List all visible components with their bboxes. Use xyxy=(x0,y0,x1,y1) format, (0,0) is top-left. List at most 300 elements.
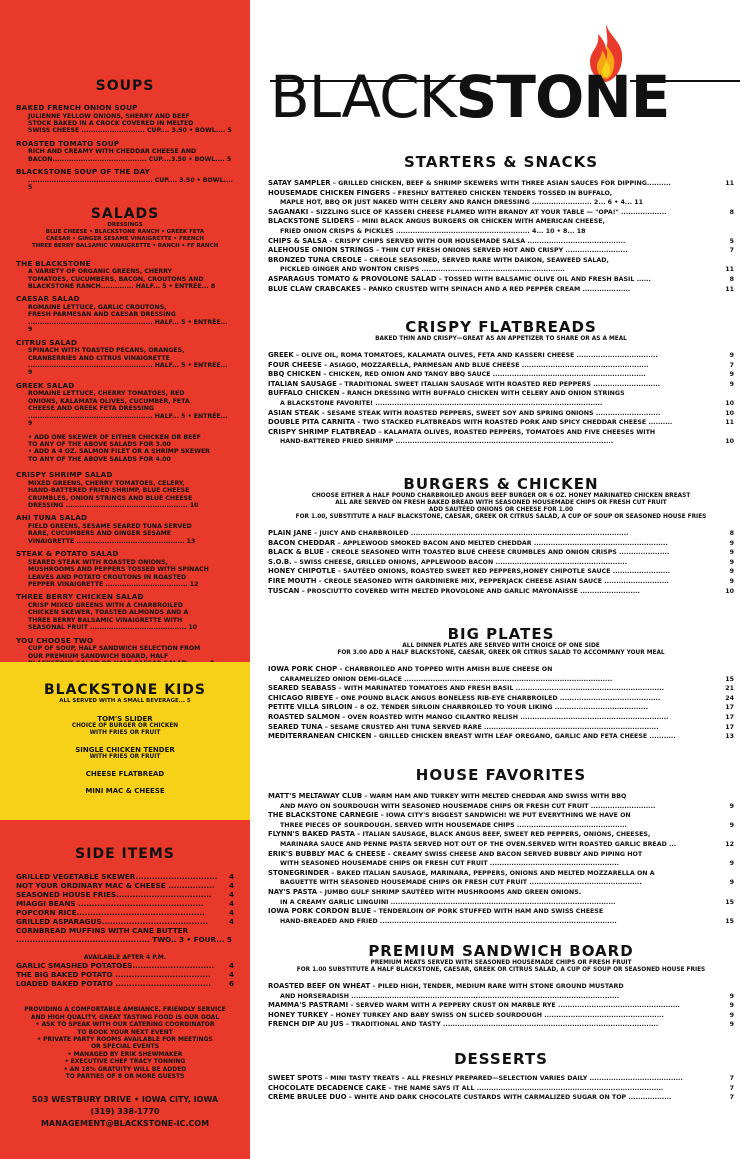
info-line: AND HIGH QUALITY, GREAT TASTING FOOD IS OUR GOAL xyxy=(30,1013,220,1021)
menu-item xyxy=(268,179,734,189)
item-name: TUSCAN xyxy=(268,586,300,595)
item-price: 9 xyxy=(729,539,734,547)
menu-item xyxy=(268,198,734,208)
menu-item xyxy=(268,285,734,295)
item-name: FLYNN'S BAKED PASTA xyxy=(268,830,355,839)
item-desc: HAND-BREADED AND FRIED ................................................................................................... xyxy=(280,917,617,925)
menu-item xyxy=(16,339,234,377)
kids-item-name: MINI MAC & CHEESE xyxy=(85,787,165,795)
item-price: 9 xyxy=(729,1002,734,1010)
item-name: IOWA PORK CORDON BLUE xyxy=(268,907,372,916)
menu-item xyxy=(268,878,734,888)
item-name: PETITE VILLA SIRLOIN xyxy=(268,703,353,712)
menu-item xyxy=(268,907,734,917)
item-name: STEAK & POTATO SALAD xyxy=(16,549,119,559)
item-price: 9 xyxy=(729,558,734,566)
item-desc: – MINI BLACK ANGUS BURGERS OR CHICKEN WITH AMERICAN CHEESE, xyxy=(354,218,605,226)
item-name: MAMMA'S PASTRAMI xyxy=(268,1001,349,1010)
item-desc: THREE BERRY BALSAMIC VINAIGRETTE WITH xyxy=(28,616,183,624)
side-name: MIAGGI BEANS .............................................. xyxy=(16,899,204,908)
menu-item xyxy=(268,830,734,840)
menu-item xyxy=(16,168,234,191)
side-name: GRILLED ASPARAGUS....................................... xyxy=(16,917,209,926)
menu-item xyxy=(268,265,734,275)
item-desc: ONIONS, KALAMATA OLIVES, CUCUMBER, FETA xyxy=(28,397,190,405)
item-desc: CRUMBLES, ONION STRINGS AND BLUE CHEESE xyxy=(28,494,193,502)
subtitle-line: ADD SAUTÉED ONIONS OR CHEESE FOR 1.00 xyxy=(428,507,574,513)
item-name: MATT'S MELTAWAY CLUB xyxy=(268,792,363,800)
item-price: 9 xyxy=(729,568,734,576)
item-desc: – GRILLED CHICKEN BREAST WITH LEAF OREGANO, GARLIC AND FETA CHEESE ........... xyxy=(371,733,676,741)
menu-item xyxy=(268,577,734,587)
kids-item xyxy=(16,770,234,778)
item-desc: – CREAMY SWISS CHEESE AND BACON SERVED BUBBLY AND PIPING HOT xyxy=(385,850,643,858)
item-desc: – IOWA CITY'S BIGGEST SANDWICH! WE PUT EVERYTHING WE HAVE ON xyxy=(378,812,631,820)
item-name: SEARED SEABASS xyxy=(268,684,337,693)
menu-item xyxy=(268,992,734,1002)
menu-item xyxy=(268,898,734,908)
item-name: CHIPS & SALSA xyxy=(268,236,328,245)
item-name: BLUE CLAW CRABCAKES xyxy=(268,284,361,293)
item-desc: – TRADITIONAL AND TASTY .......................................................................................... xyxy=(343,1021,659,1029)
desserts-list xyxy=(268,1074,734,1103)
item-name: HOUSEMADE CHICKEN FINGERS xyxy=(268,188,391,197)
item-desc: – THIN CUT FRESH ONIONS SERVED HOT AND CRISPY .......................... xyxy=(373,247,628,255)
item-desc: – TRADITIONAL SWEET ITALIAN SAUSAGE WITH ROASTED RED PEPPERS ............................ xyxy=(336,380,661,388)
menu-item xyxy=(268,859,734,869)
dressings-list xyxy=(16,229,234,250)
item-name: GREEK xyxy=(268,351,294,359)
side-price: 4 xyxy=(228,908,234,917)
add-on-line: TO ANY OF THE ABOVE SALADS FOR 4.00 xyxy=(28,455,171,463)
info-line: OR SPECIAL EVENTS xyxy=(90,1043,160,1051)
info-line: TO BOOK YOUR NEXT EVENT xyxy=(77,1028,173,1036)
item-desc: SPINACH WITH TOASTED PECANS, ORANGES, xyxy=(28,347,185,355)
menu-item xyxy=(268,558,734,568)
info-line: • PRIVATE PARTY ROOMS AVAILABLE FOR MEETINGS xyxy=(37,1036,213,1044)
menu-item xyxy=(16,593,234,631)
menu-item xyxy=(16,550,234,588)
item-name: THREE BERRY CHICKEN SALAD xyxy=(16,592,144,602)
menu-item xyxy=(268,208,734,218)
side-price: 4 xyxy=(228,881,234,890)
menu-item xyxy=(268,275,734,285)
item-desc: – SESAME CRUSTED AHI TUNA SERVED RARE ......................................................................... xyxy=(322,723,659,731)
side-list xyxy=(16,872,234,944)
item-price: 10 xyxy=(725,399,734,407)
kids-item-desc: WITH FRIES OR FRUIT xyxy=(89,754,161,760)
item-name: FIRE MOUTH xyxy=(268,576,317,585)
favorites-heading: HOUSE FAVORITES xyxy=(415,766,587,784)
menu-item xyxy=(16,104,234,135)
item-name: HONEY CHIPOTLE xyxy=(268,567,336,576)
item-price: 9 xyxy=(729,1021,734,1029)
menu-item xyxy=(268,675,734,685)
item-desc: – THE NAME SAYS IT ALL .............................................................................. xyxy=(386,1084,664,1092)
side-item xyxy=(16,917,234,926)
item-desc: MARINARA SAUCE AND PENNE PASTA SERVED HOT OUT OF THE OVEN.SERVED WITH ROASTED GARLIC BREAD ... xyxy=(280,840,677,848)
menu-item xyxy=(268,869,734,879)
item-desc: – SWISS CHEESE, GRILLED ONIONS, APPLEWOOD BACON ....................................................... xyxy=(291,558,628,566)
item-desc: MUSHROOMS AND PEPPERS TOSSED WITH SPINACH xyxy=(28,566,209,574)
info-line: • ASK TO SPEAK WITH OUR CATERING COORDINATOR xyxy=(35,1021,215,1029)
soups-salads-panel xyxy=(0,0,250,662)
item-name: THE BLACKSTONE CARNEGIE xyxy=(268,811,379,820)
menu-item xyxy=(268,888,734,898)
side-item xyxy=(16,979,234,988)
item-desc: ..................................................... HALF... 5 • ENTRÉE... 9 xyxy=(28,412,228,428)
logo-wordmark xyxy=(270,64,669,130)
item-desc: ROMAINE LETTUCE, CHERRY TOMATOES, RED xyxy=(28,390,185,398)
burgers-subtitle xyxy=(268,493,734,521)
item-price: 21 xyxy=(725,685,734,693)
starters-section xyxy=(268,153,734,294)
item-desc: ROMAINE LETTUCE, GARLIC CROUTONS, xyxy=(28,304,167,312)
menu-item xyxy=(268,437,734,447)
kids-item xyxy=(16,715,234,737)
side-name: POPCORN RICE............................................... xyxy=(16,908,205,917)
item-price: 5 xyxy=(729,237,734,245)
burgers-list xyxy=(268,529,734,596)
burgers-section xyxy=(268,475,734,596)
menu-item xyxy=(268,665,734,675)
item-name: ITALIAN SAUSAGE xyxy=(268,379,337,388)
item-desc: IN A CREAMY GARLIC LINGUINI .............................................................................................. xyxy=(280,898,616,906)
left-column xyxy=(0,0,250,1159)
item-name: CITRUS SALAD xyxy=(16,337,78,347)
sides-heading: SIDE ITEMS xyxy=(75,846,175,862)
sides-panel xyxy=(0,820,250,1159)
menu-item xyxy=(268,1093,734,1103)
item-desc: – CHARBROILED AND TOPPED WITH AMISH BLUE CHEESE ON xyxy=(337,666,553,673)
kids-item-desc: WITH FRIES OR FRUIT xyxy=(89,730,161,736)
item-name: HONEY TURKEY xyxy=(268,1010,329,1019)
kids-item-name: CHEESE FLATBREAD xyxy=(85,770,165,778)
item-name: CAESAR SALAD xyxy=(16,294,80,304)
info-line: • EXECUTIVE CHEF TRACY TONNING xyxy=(64,1058,186,1066)
item-price: 24 xyxy=(725,694,734,702)
menu-item xyxy=(268,587,734,597)
side-price: 4 xyxy=(228,961,234,971)
item-name: BBQ CHICKEN xyxy=(268,370,322,379)
kids-item-name: TOM'S SLIDER xyxy=(97,715,153,723)
kids-item xyxy=(16,787,234,795)
subtitle-line: FOR 1.00 SUBSTITUTE A HALF BLACKSTONE, CAESAR, GREEK OR CITRUS SALAD, A CUP OF SOUP OR SEASONED HOUSE FRIES xyxy=(296,967,706,973)
item-desc: – WARM HAM AND TURKEY WITH MELTED CHEDDAR AND SWISS WITH BBQ xyxy=(362,793,627,800)
side-name: GRILLED VEGETABLE SKEWER.............................. xyxy=(16,872,218,881)
item-desc: – APPLEWOOD SMOKED BACON AND MELTED CHEDDAR ........................................................ xyxy=(335,539,668,547)
contact-line: 503 WESTBURY DRIVE • IOWA CITY, IOWA xyxy=(31,1095,219,1105)
logo-word-black: BLACK xyxy=(270,63,456,131)
item-name: GREEK SALAD xyxy=(16,380,75,390)
item-price: 10 xyxy=(725,438,734,446)
plates-section xyxy=(268,625,734,742)
soups-heading: SOUPS xyxy=(95,78,155,94)
item-desc: – TENDERLOIN OF PORK STUFFED WITH HAM AND SWISS CHEESE xyxy=(371,908,604,916)
item-name: ERIK'S BUBBLY MAC & CHEESE xyxy=(268,849,386,858)
item-desc: – CRISPY CHIPS SERVED WITH OUR HOUSEMADE SALSA ......................................... xyxy=(327,237,626,245)
menu-item xyxy=(268,917,734,927)
item-price: 11 xyxy=(725,266,734,274)
item-name: SAGANAKI xyxy=(268,207,309,216)
item-desc: CARAMELIZED ONION DEMI-GLACE ....................................................................................... xyxy=(280,675,613,683)
item-price: 8 xyxy=(729,208,734,216)
contact-info xyxy=(16,1094,234,1130)
item-desc: SEASONAL FRUIT ......................................... 10 xyxy=(28,624,198,632)
menu-item xyxy=(268,1001,734,1011)
item-desc: – ONE POUND BLACK ANGUS BONELESS RIB-EYE CHARBROILED .......................................... xyxy=(333,694,661,702)
side-item xyxy=(16,872,234,881)
item-name: BUFFALO CHICKEN xyxy=(268,389,340,398)
item-name: FOUR CHEESE xyxy=(268,360,322,369)
menu-item xyxy=(268,246,734,256)
add-on-line: • ADD ONE SKEWER OF EITHER CHICKEN OR BEEF xyxy=(28,433,201,441)
item-name: SEARED TUNA xyxy=(268,722,323,731)
item-desc: LEAVES AND POTATO CROUTONS IN ROASTED xyxy=(28,573,187,581)
item-desc: JULIENNE YELLOW ONIONS, SHERRY AND BEEF xyxy=(28,112,190,120)
item-desc: – PILED HIGH, TENDER, MEDIUM RARE WITH STONE GROUND MUSTARD xyxy=(370,983,624,990)
item-price: 17 xyxy=(725,723,734,731)
item-price: 12 xyxy=(725,840,734,848)
item-desc: SWISS CHEESE ........................... CUP.... 3.50 • BOWL.... 5 xyxy=(28,127,232,135)
kids-panel xyxy=(0,662,250,820)
item-price: 9 xyxy=(729,992,734,1000)
menu-item xyxy=(268,694,734,704)
item-name: IOWA PORK CHOP xyxy=(268,665,338,673)
menu-item xyxy=(268,256,734,266)
item-desc: WITH SEASONED HOUSEMADE CHIPS OR FRESH CUT FRUIT ...................................................... xyxy=(280,860,619,868)
item-desc: PEPPER VINAIGRETTE ................................... 12 xyxy=(28,580,199,588)
item-name: STONEGRINDER xyxy=(268,868,330,877)
side-item xyxy=(16,908,234,917)
dressings-title: DRESSINGS xyxy=(107,221,143,228)
side-name: THE BIG BAKED POTATO ................................... xyxy=(16,970,211,980)
menu-item xyxy=(268,548,734,558)
item-desc: – TOSSED WITH BALSAMIC OLIVE OIL AND FRESH BASIL ...... xyxy=(436,275,651,283)
item-price: 10 xyxy=(725,587,734,595)
menu-item xyxy=(268,539,734,549)
item-desc: ..................................................... HALF... 5 • ENTRÉE... 9 xyxy=(28,318,228,334)
item-price: 9 xyxy=(729,549,734,557)
kids-item-name: SINGLE CHICKEN TENDER xyxy=(75,746,175,754)
item-price: 11 xyxy=(725,419,734,427)
item-desc: – SAUTÉED ONIONS, ROASTED SWEET RED PEPPERS,HONEY CHIPOTLE SAUCE ........................ xyxy=(335,568,671,576)
menu-item xyxy=(268,821,734,831)
right-column xyxy=(250,0,750,1159)
item-desc: – SESAME STEAK WITH ROASTED PEPPERS, SWEET SOY AND SPRING ONIONS ........................... xyxy=(319,409,661,417)
menu-item xyxy=(268,428,734,438)
item-name: BACON CHEDDAR xyxy=(268,538,336,547)
item-name: BLACK & BLUE xyxy=(268,548,324,557)
flatbreads-section xyxy=(268,318,734,447)
kids-item xyxy=(16,746,234,761)
item-price: 9 xyxy=(729,879,734,887)
menu-item xyxy=(268,1074,734,1084)
item-desc: TOMATOES, CUCUMBERS, BACON, CROUTONS AND xyxy=(28,275,204,283)
sandwich-list xyxy=(268,982,734,1030)
menu-item xyxy=(268,840,734,850)
item-price: 7 xyxy=(729,361,734,369)
item-desc: FIELD GREENS, SESAME SEARED TUNA SERVED xyxy=(28,522,192,530)
item-desc: VINAIGRETTE .............................................. 13 xyxy=(28,537,196,545)
subtitle-line: CHOOSE EITHER A HALF POUND CHARBROILED ANGUS BEEF BURGER OR 6 OZ. HONEY MARINATED CHICKEN BREAST xyxy=(311,493,691,499)
item-desc: A BLACKSTONE FAVORITE! ............................................................................................... xyxy=(280,399,603,407)
item-desc: BAGUETTE WITH SEASONED HOUSEMADE CHIPS OR FRESH CUT FRUIT ............................................... xyxy=(280,879,642,887)
menu-item xyxy=(16,260,234,291)
info-line: PROVIDING A COMFORTABLE AMBIANCE, FRIENDLY SERVICE xyxy=(24,1006,226,1014)
menu-item xyxy=(268,351,734,361)
item-name: ROASTED TOMATO SOUP xyxy=(16,138,120,148)
menu-item xyxy=(268,1011,734,1021)
item-desc: – BAKED ITALIAN SAUSAGE, MARINARA, PEPPERS, ONIONS AND MELTED MOZZARELLA ON A xyxy=(329,869,655,877)
menu-item xyxy=(16,295,234,333)
plates-list xyxy=(268,665,734,742)
flatbreads-subtitle: BAKED THIN AND CRISPY—GREAT AS AN APPETIZER TO SHARE OR AS A MEAL xyxy=(375,336,627,342)
salads-heading: SALADS xyxy=(90,205,160,222)
item-name: THE BLACKSTONE xyxy=(16,258,91,268)
menu-item xyxy=(16,471,234,509)
item-desc: – HONEY TURKEY AND BABY SWISS ON SLICED SOURDOUGH .................................................. xyxy=(328,1011,664,1019)
plates-subtitle xyxy=(268,643,734,657)
item-desc: – PROSCIUTTO COVERED WITH MELTED PROVOLONE AND GARLIC MAYONAISSE ......................... xyxy=(299,587,640,595)
item-desc: BLACKSTONE RANCH.............. HALF... 5 • ENTRÉE... 8 xyxy=(28,283,216,291)
item-desc: AND MAYO ON SOURDOUGH WITH SEASONED HOUSEMADE CHIPS OR FRESH CUT FRUIT ........................... xyxy=(280,802,656,810)
item-name: CRÈME BRULEE DUO xyxy=(268,1093,347,1102)
item-price: 7 xyxy=(729,1075,734,1082)
add-on-line: • ADD A 4 OZ. SALMON FILET OR A SHRIMP SKEWER xyxy=(28,448,210,456)
item-desc: RARE, CUCUMBERS AND GINGER SESAME xyxy=(28,530,172,538)
item-name: ROASTED BEEF ON WHEAT xyxy=(268,982,371,990)
item-desc: – ASIAGO, MOZZARELLA, PARMESAN AND BLUE CHEESE ..................................................... xyxy=(321,361,649,369)
item-name: BAKED FRENCH ONION SOUP xyxy=(16,103,138,112)
sandwich-subtitle xyxy=(268,960,734,974)
menu-item xyxy=(268,723,734,733)
item-price: 11 xyxy=(725,285,734,293)
menu-item xyxy=(268,684,734,694)
item-price: 8 xyxy=(729,275,734,283)
item-desc: – JUICY AND CHARBROILED ........................................................................................... xyxy=(311,530,629,537)
item-desc: ..................................................... HALF... 5 • ENTRÉE... 9 xyxy=(28,362,228,377)
item-name: SWEET SPOTS xyxy=(268,1074,323,1082)
item-name: ROASTED SALMON xyxy=(268,712,340,721)
item-name: ALEHOUSE ONION STRINGS xyxy=(268,246,374,255)
menu-item xyxy=(268,361,734,371)
burgers-heading: BURGERS & CHICKEN xyxy=(403,475,599,493)
item-desc: HAND-BATTERED FRIED SHRIMP ........................................................................................... xyxy=(280,438,614,446)
side-name: SEASONED HOUSE FRIES................................... xyxy=(16,890,212,899)
item-desc: MIXED GREENS, CHERRY TOMATOES, CELERY, xyxy=(28,479,185,487)
kids-subtitle: ALL SERVED WITH A SMALL BEVERAGE... 5 xyxy=(59,698,191,704)
item-price: 9 xyxy=(729,802,734,810)
menu-item xyxy=(268,802,734,812)
item-desc: OUR PREMIUM SANDWICH BOARD, HALF xyxy=(28,652,169,660)
item-desc: – TWO STACKED FLATBREADS WITH ROASTED PORK AND SPICY CHEDDAR CHEESE .......... xyxy=(354,419,673,427)
item-desc: CRISP MIXED GREENS WITH A CHARBROILED xyxy=(28,601,183,609)
item-desc: – SIZZLING SLICE OF KASSERI CHEESE FLAMED WITH BRANDY AT YOUR TABLE — "OPA!" ................... xyxy=(308,208,667,216)
item-desc: – OLIVE OIL, ROMA TOMATOES, KALAMATA OLIVES, FETA AND KASSERI CHEESE .................................. xyxy=(293,352,658,359)
info-line: • AN 18% GRATUITY WILL BE ADDED xyxy=(63,1065,187,1073)
kids-item-desc: CHOICE OF BURGER OR CHICKEN xyxy=(71,723,179,729)
item-desc: CRANBERRIES AND CITRUS VINAIGRETTE xyxy=(28,354,170,362)
menu-item xyxy=(268,237,734,247)
side-item xyxy=(16,881,234,890)
item-desc: RICH AND CREAMY WITH CHEDDAR CHEESE AND xyxy=(28,148,197,156)
item-desc: PICKLED GINGER AND WONTON CRISPS ............................................................ xyxy=(280,266,565,274)
item-price: 17 xyxy=(725,704,734,712)
item-name: NAY'S PASTA xyxy=(268,887,318,896)
item-desc: CUP OF SOUP, HALF SANDWICH SELECTION FROM xyxy=(28,645,201,653)
soup-list xyxy=(16,104,234,192)
item-price: 9 xyxy=(729,352,734,359)
side-name: ................................................. TWO.. 3 • FOUR... 5 xyxy=(16,935,232,944)
restaurant-info xyxy=(16,1006,234,1080)
menu-item xyxy=(268,418,734,428)
menu-item xyxy=(268,189,734,199)
item-desc: – 8 OZ. TENDER SIRLOIN CHARBROILED TO YOUR LIKING ....................................... xyxy=(352,704,648,712)
item-desc: – OVEN ROASTED WITH MANGO CILANTRO RELISH .............................................................. xyxy=(339,713,669,721)
side-price: 4 xyxy=(228,970,234,980)
side-item xyxy=(16,899,234,908)
item-desc: – PANKO CRUSTED WITH SPINACH AND A RED PEPPER CREAM .................... xyxy=(360,285,631,293)
item-price: 10 xyxy=(725,409,734,417)
favorites-list xyxy=(268,792,734,926)
side-price: 4 xyxy=(228,872,234,881)
item-name: YOU CHOOSE TWO xyxy=(16,635,94,645)
flatbreads-heading: CRISPY FLATBREADS xyxy=(405,318,597,336)
item-desc: HAND-BATTERED FRIED SHRIMP, BLUE CHEESE xyxy=(28,487,190,495)
menu-item xyxy=(16,140,234,163)
after-4pm-note: AVAILABLE AFTER 4 P.M. xyxy=(83,954,167,961)
item-desc: – CHICKEN, RED ONION AND TANGY BBQ SAUCE ................................................................ xyxy=(321,371,646,379)
item-name: CRISPY SHRIMP SALAD xyxy=(16,470,113,480)
item-desc: – ITALIAN SAUSAGE, BLACK ANGUS BEEF, SWEET RED PEPPERS, ONIONS, CHEESES, xyxy=(354,831,651,839)
item-desc: – JUMBO GULF SHRIMP SAUTÉED WITH MUSHROOMS AND GREEN ONIONS. xyxy=(317,888,582,896)
item-desc: – GRILLED CHICKEN, BEEF & SHRIMP SKEWERS WITH THREE ASIAN SAUCES FOR DIPPING.......... xyxy=(330,180,671,187)
salad-add-ons xyxy=(16,434,234,464)
flatbreads-list xyxy=(268,351,734,447)
side-name: GARLIC SMASHED POTATOES.............................. xyxy=(16,961,215,971)
item-price: 9 xyxy=(729,380,734,388)
item-desc: A VARIETY OF ORGANIC GREENS, CHERRY xyxy=(28,268,173,276)
item-desc: AND HORSERADISH ................................................................................................................ xyxy=(280,992,620,1000)
add-on-line: TO ANY OF THE ABOVE SALADS FOR 3.00 xyxy=(28,440,171,448)
item-price: 9 xyxy=(729,860,734,868)
item-price: 15 xyxy=(725,675,734,683)
item-desc: – CREOLE SEASONED, SERVED RARE WITH DAIKON, SEAWEED SALAD, xyxy=(361,256,609,264)
side-item xyxy=(16,961,234,970)
side-name: CORNBREAD MUFFINS WITH CANE BUTTER xyxy=(16,926,189,935)
item-name: BLACKSTONE SOUP OF THE DAY xyxy=(16,167,151,177)
menu-item xyxy=(268,227,734,237)
starters-list xyxy=(268,179,734,294)
logo-word-stone: STONE xyxy=(455,63,670,131)
item-desc: – MINI TASTY TREATS – ALL FRESHLY PREPARED—SELECTION VARIES DAILY ....................................... xyxy=(322,1075,683,1082)
dressing-line: BLUE CHEESE • BLACKSTONE RANCH • GREEK FETA xyxy=(45,228,205,235)
item-desc: – FRESHLY BATTERED CHICKEN TENDERS TOSSED IN BUFFALO, xyxy=(390,189,613,197)
menu-item xyxy=(16,382,234,428)
item-name: MEDITERRANEAN CHICKEN xyxy=(268,732,372,741)
item-name: S.O.B. xyxy=(268,557,292,566)
item-desc: – SERVED WARM WITH A PEPPERY CRUST ON MARBLE RYE ................................................... xyxy=(348,1002,680,1010)
item-price: 9 xyxy=(729,821,734,829)
item-price: 13 xyxy=(725,733,734,741)
side-price: 4 xyxy=(228,890,234,899)
side-item xyxy=(16,935,234,944)
menu-item xyxy=(268,982,734,992)
side-name: LOADED BAKED POTATO ................................... xyxy=(16,979,211,989)
item-desc: CHEESE AND GREEK FETA DRESSING xyxy=(28,405,154,413)
item-price: 8 xyxy=(729,530,734,537)
